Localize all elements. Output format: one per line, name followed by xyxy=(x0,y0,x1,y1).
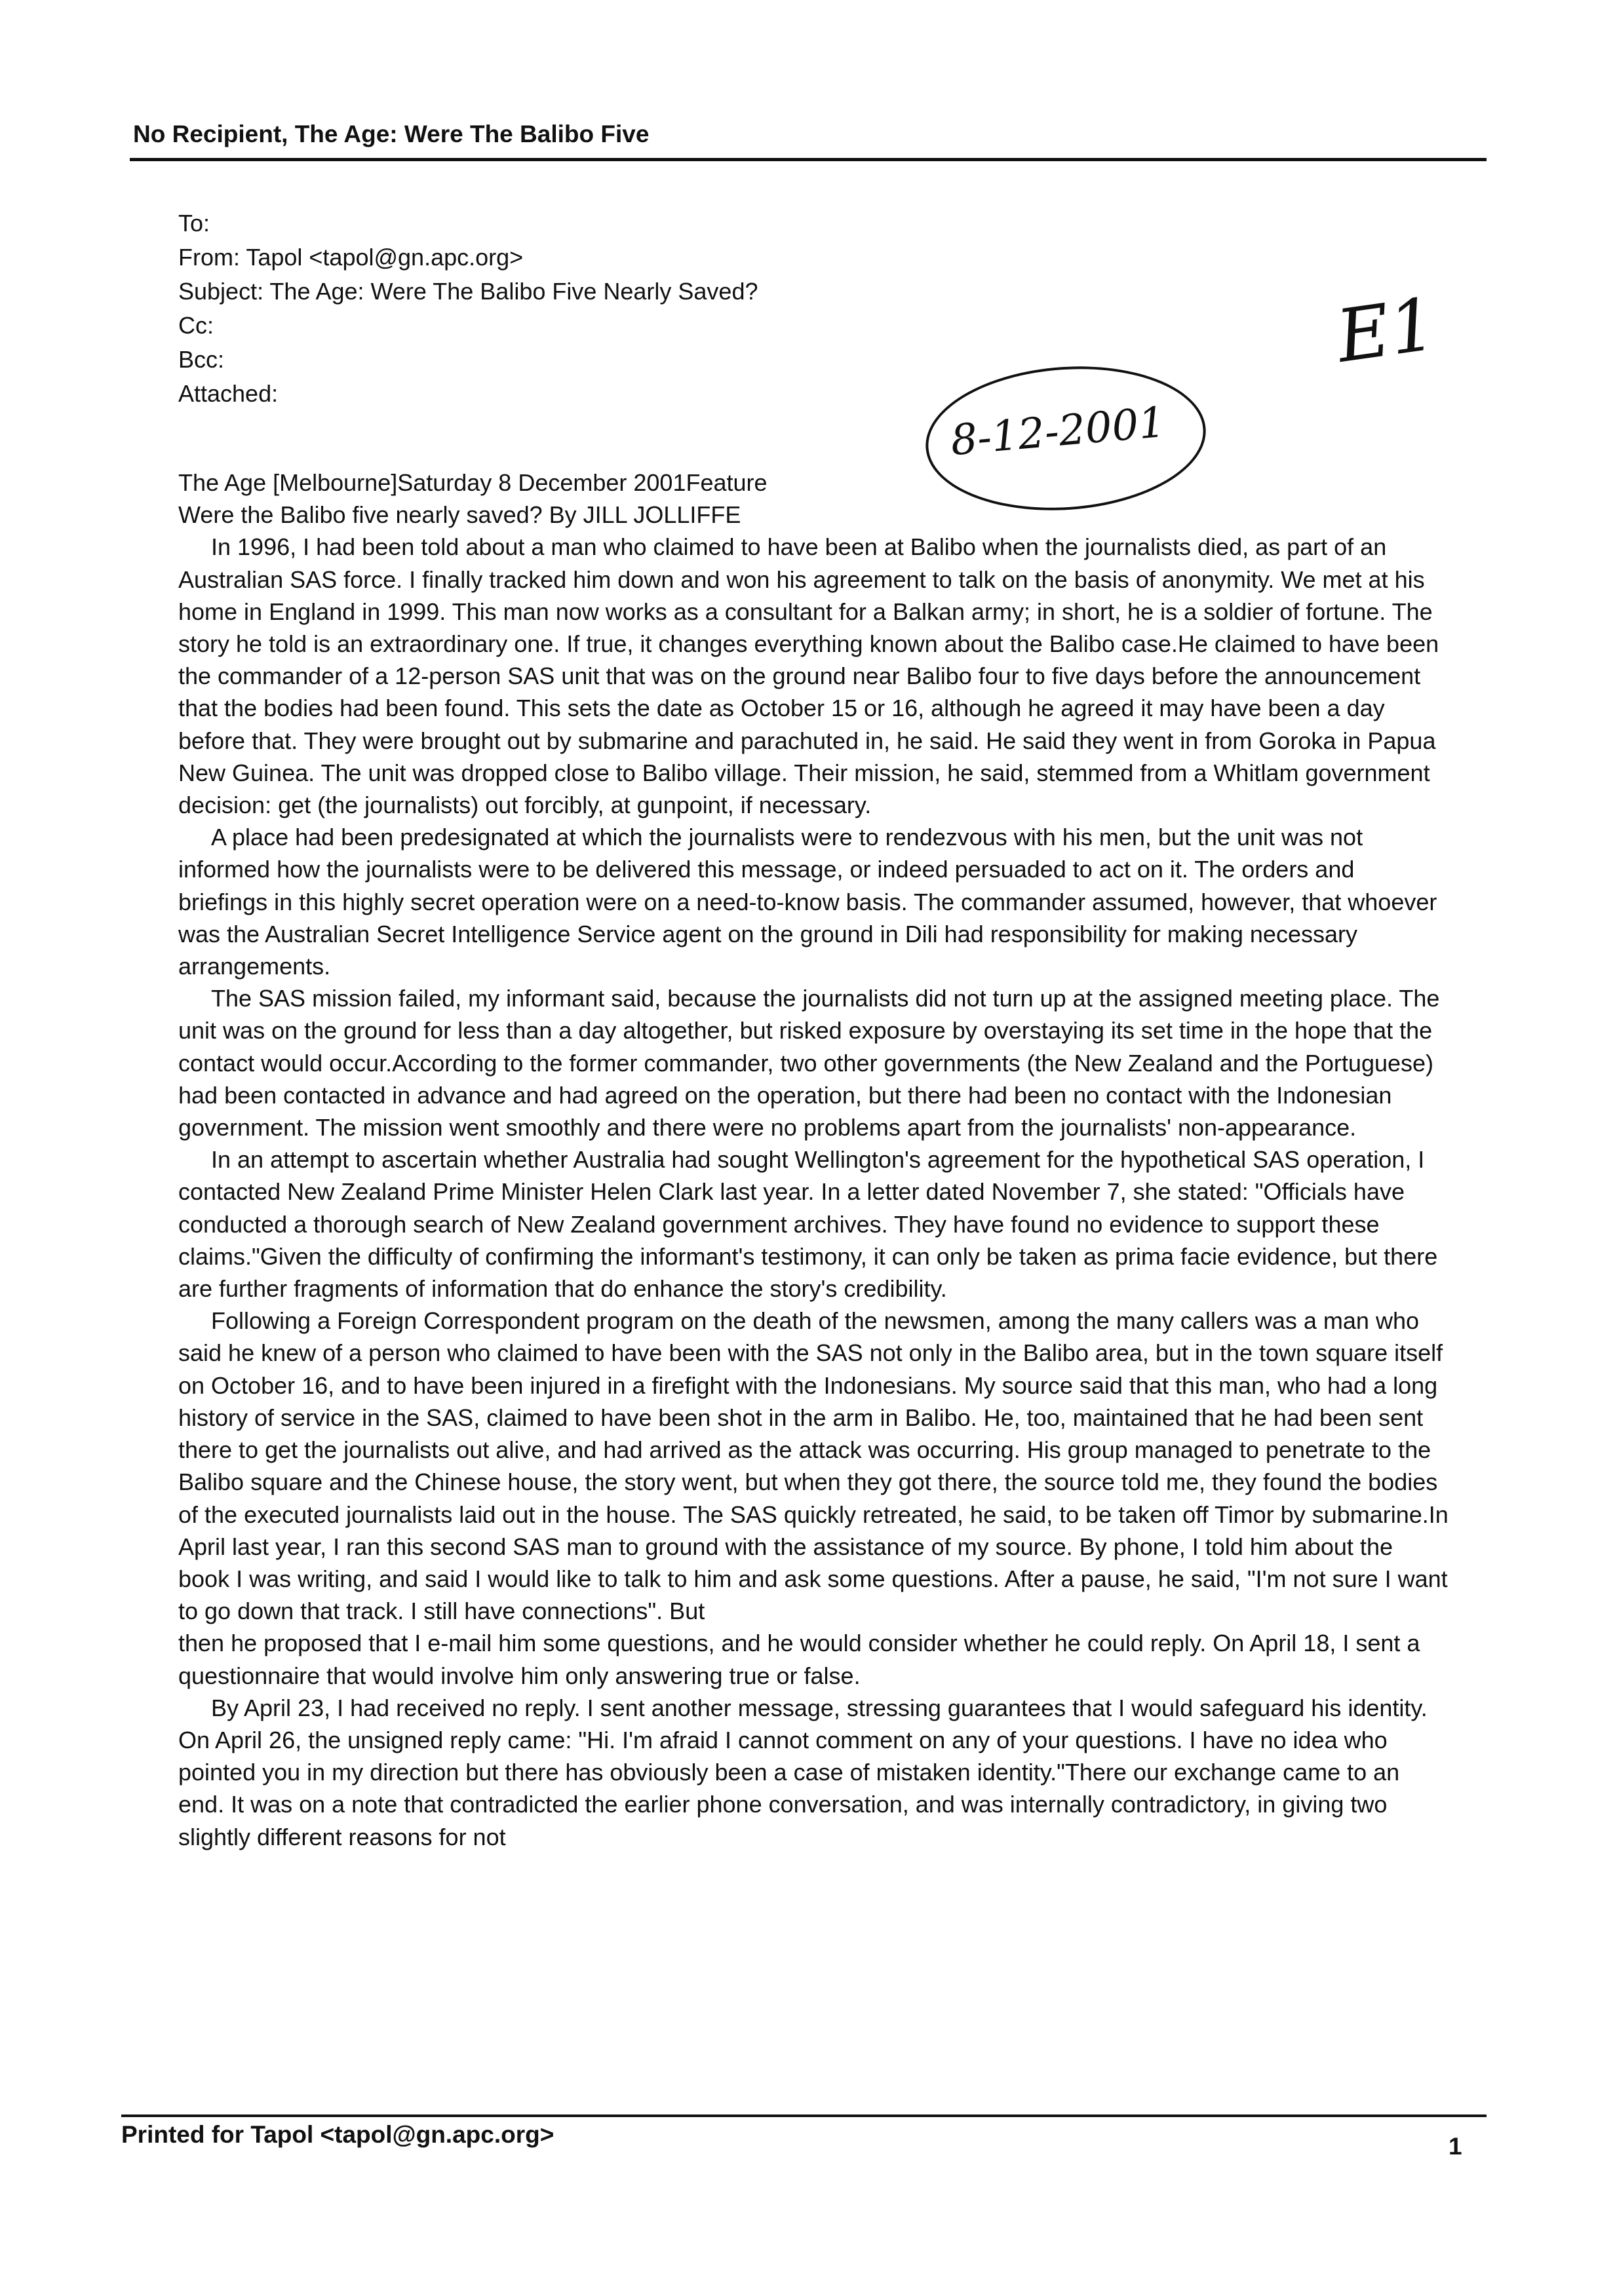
attached-field: Attached: xyxy=(178,380,279,407)
subject-field: Subject: The Age: Were The Balibo Five Nearly Saved? xyxy=(178,278,758,305)
article-dateline: The Age [Melbourne]Saturday 8 December 2001Feature xyxy=(178,469,768,496)
cc-field: Cc: xyxy=(178,312,214,339)
page-number: 1 xyxy=(1449,2133,1462,2160)
article-paragraph: then he proposed that I e-mail him some questions, and he would consider whether he could reply. On April 18, I sent a questionnaire that would involve him only answering true or false. xyxy=(178,1630,1420,1689)
email-metadata xyxy=(178,206,758,411)
article-body xyxy=(178,467,1450,1853)
article-paragraph: In 1996, I had been told about a man who claimed to have been at Balibo when the journalists died, as part of an Australian SAS force. I finally tracked him down and won his agreement to talk on the basis of anonymity. We met at his home in England in 1999. This man now works as a consultant for a Balkan army; in short, he is a soldier of fortune. The story he told is an extraordinary one. If true, it changes everything known about the Balibo case.He claimed to have been the commander of a 12-person SAS unit that was on the ground near Balibo four to five days before the announcement that the bodies had been found. This sets the date as October 15 or 16, although he agreed it may have been a day before that. They were brought out by submarine and parachuted in, he said. He said they went in from Goroka in Papua New Guinea. The unit was dropped close to Balibo village. Their mission, he said, stemmed from a Whitlam government decision: get (the journalists) out forcibly, at gunpoint, if necessary. xyxy=(178,533,1439,819)
bcc-field: Bcc: xyxy=(178,346,225,373)
article-paragraph: The SAS mission failed, my informant said, because the journalists did not turn up at the assigned meeting place. The unit was on the ground for less than a day altogether, but risked exposure by overstaying its set time in the hope that the contact would occur.According to the former commander, two other governments (the New Zealand and the Portuguese) had been contacted in advance and had agreed on the operation, but there had been no contact with the Indonesian government. The mission went smoothly and there were no problems apart from the journalists' non-appearance. xyxy=(178,985,1440,1141)
footer-divider xyxy=(121,2114,1487,2117)
page-header-title: No Recipient, The Age: Were The Balibo Five xyxy=(133,121,650,147)
handwritten-mark: E1 xyxy=(1331,282,1441,379)
to-field: To: xyxy=(178,210,210,237)
article-paragraph: A place had been predesignated at which the journalists were to rendezvous with his men, but the unit was not informed how the journalists were to be delivered this message, or indeed persuaded to act on it. The orders and briefings in this highly secret operation were on a need-to-know basis. The commander assumed, however, that whoever was the Australian Secret Intelligence Service agent on the ground in Dili had responsibility for making necessary arrangements. xyxy=(178,824,1437,980)
article-paragraph: In an attempt to ascertain whether Australia had sought Wellington's agreement for the hypothetical SAS operation, I contacted New Zealand Prime Minister Helen Clark last year. In a letter dated November 7, she stated: "Officials have conducted a thorough search of New Zealand government archives. They have found no evidence to support these claims."Given the difficulty of confirming the informant's testimony, it can only be taken as prima facie evidence, but there are further fragments of information that do enhance the story's credibility. xyxy=(178,1146,1438,1303)
from-field: From: Tapol <tapol@gn.apc.org> xyxy=(178,244,524,271)
handwritten-date: 8-12-2001 xyxy=(948,398,1167,466)
header-divider xyxy=(130,158,1487,161)
article-byline: Were the Balibo five nearly saved? By JILL JOLLIFFE xyxy=(178,501,741,529)
article-paragraph: Following a Foreign Correspondent program on the death of the newsmen, among the many callers was a man who said he knew of a person who claimed to have been with the SAS not only in the Balibo area, but in the town square itself on October 16, and to have been injured in a firefight with the Indonesians. My source said that this man, who had a long history of service in the SAS, claimed to have been shot in the arm in Balibo. He, too, maintained that he had been sent there to get the journalists out alive, and had arrived as the attack was occurring. His group managed to penetrate to the Balibo square and the Chinese house, the story went, but when they got there, the source told me, they found the bodies of the executed journalists laid out in the house. The SAS quickly retreated, he said, to be taken off Timor by submarine.In April last year, I ran this second SAS man to ground with the assistance of my source. By phone, I told him about the book I was writing, and said I would like to talk to him and ask some questions. After a pause, he said, "I'm not sure I want to go down that track. I still have connections". But xyxy=(178,1307,1449,1625)
footer-printed-for: Printed for Tapol <tapol@gn.apc.org> xyxy=(121,2121,555,2148)
article-paragraph: By April 23, I had received no reply. I sent another message, stressing guarantees that I would safeguard his identity. On April 26, the unsigned reply came: "Hi. I'm afraid I cannot comment on any of your questions. I have no idea who pointed you in my direction but there has obviously been a case of mistaken identity."There our exchange came to an end. It was on a note that contradicted the earlier phone conversation, and was internally contradictory, in giving two slightly different reasons for not xyxy=(178,1694,1428,1850)
